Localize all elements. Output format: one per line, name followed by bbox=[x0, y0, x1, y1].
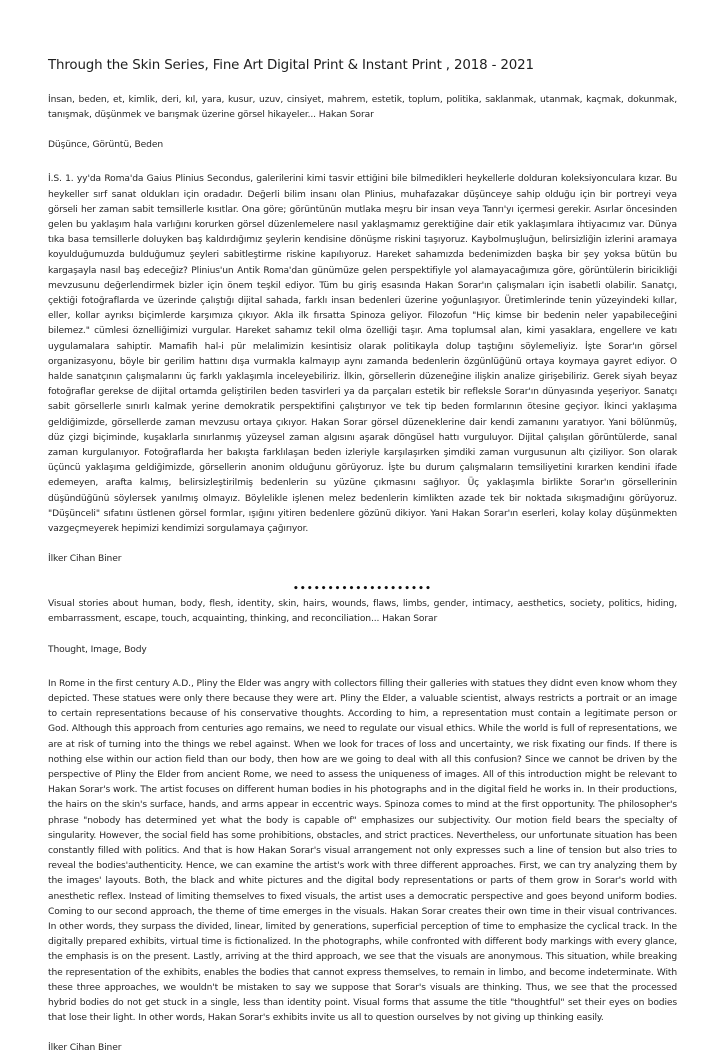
english-author: İlker Cihan Biner bbox=[48, 1043, 122, 1054]
turkish-section bbox=[48, 93, 677, 567]
page-title: Through the Skin Series, Fine Art Digital Print & Instant Print , 2018 - 2021 bbox=[48, 58, 534, 73]
english-subtitle: Thought, Image, Body bbox=[48, 644, 147, 655]
turkish-lead: İnsan, beden, et, kimlik, deri, kıl, yara, kusur, uzuv, cinsiyet, mahrem, estetik, toplum, politika, saklanmak, utanmak, kaçmak, dokunmak, tanışmak, düşünmek ve barışmak üzerine görsel hikayeler... Hakan Sorar bbox=[48, 95, 677, 121]
turkish-subtitle: Düşünce, Görüntü, Beden bbox=[48, 140, 164, 151]
english-body: In Rome in the first century A.D., Pliny the Elder was angry with collectors filling their galleries with statues they didnt even know whom they depicted. These statues were only there because they were art. Pliny the Elder, a valuable scientist, always restricts a portrait or an image to certain representations because of his conservative thoughts. According to him, a representation must contain a legitimate person or God. Although this approach from centuries ago remains, we need to regulate our visual ethics. While the world is full of representations, we are at risk of turning into the things we rebel against. When we look for traces of loss and uncertainty, we risk fixating our finds. If there is nothing else within our action field than our body, then how are we going to deal with all this confusion? Since we cannot be driven by the perspective of Pliny the Elder from ancient Rome, we need to assess the uniqueness of images. All of this introduction might be relevant to Hakan Sorar's work. The artist focuses on different human bodies in his photographs and in the digital field he works in. In their productions, the hairs on the skin's surface, hands, and arms appear in eccentric ways. Spinoza comes to mind at the first opportunity. The philosopher's phrase "nobody has determined yet what the body is capable of" emphasizes our subjectivity. Our motion field bears the specialty of singularity. However, the social field has some prohibitions, obstacles, and strict practices. Nevertheless, our unfortunate situation has been constantly filled with politics. And that is how Hakan Sorar's visual arrangement not only expresses such a line of tension but also tries to reveal the bodies'authenticity. Hence, we can examine the artist's work with three different approaches. First, we can try analyzing them by the images' layouts. Both, the black and white pictures and the digital body representations or parts of them grow in Sorar's world with anesthetic reflex. Instead of limiting themselves to fixed visuals, the artist uses a democratic perspective and goes beyond uniform bodies. Coming to our second approach, the theme of time emerges in the visuals. Hakan Sorar creates their own time in their visual contrivances. In other words, they surpass the divided, linear, limited by generations, superficial perception of time to emphasize the cyclical track. In the digitally prepared exhibits, virtual time is fictionalized. In the photographs, while confronted with different body markings with every glance, the emphasis is on the present. Lastly, arriving at the third approach, we see that the visuals are anonymous. This situation, while breaking the representation of the exhibits, enables the bodies that cannot express themselves, to remain in limbo, and become indeterminate. With these three approaches, we wouldn't be mistaken to say we suppose that Sorar's visuals are thinking. Thus, we see that the processed hybrid bodies do not get stuck in a single, less than identity point. Visual forms that assume the title "thoughtful" set their eyes on bodies that lose their light. In other words, Hakan Sorar's exhibits invite us all to question ourselves by not giving up thinking easily. bbox=[48, 678, 677, 1024]
section-separator: •••••••••••••••••••• bbox=[292, 584, 433, 595]
english-section bbox=[48, 597, 677, 1056]
turkish-body: İ.S. 1. yy'da Roma'da Gaius Plinius Secondus, galerilerini kimi tasvir ettiğini bile bilmedikleri heykellerle dolduran koleksiyonculara kızar. Bu heykeller sırf sanat oldukları için oradadır. Değerli bilim insanı olan Plinius, muhafazakar düşünceye sahip olduğu için bir portreyi veya görseli her zaman sabit temsillerle kısıtlar. Ona göre; görüntünün mutlaka meşru bir insan veya Tanrı'yı içermesi gerekir. Asırlar öncesinden gelen bu yaklaşım hala varlığını korurken görsel düzenlemelere nasıl yaklaşmamız gerektiğine dair etik yaklaşımlara ihtiyacımız var. Dünya tıka basa temsillerle doluyken baş kaldırdığımız şeylerin kendisine dönüşme riskini taşıyoruz. Kaybolmuşluğun, belirsizliğin izlerini aramaya koyulduğumuzda bulduğumuz şeyleri sabitleştirme riskine kapılıyoruz. Hareket sahamızda bedenimizden başka bir şey yoksa bütün bu kargaşayla nasıl baş edeceğiz? Plinius'un Antik Roma'dan günümüze gelen perspektifiyle yol alamayacağımıza göre, görüntülerin biricikliği mevzusunu değerlendirmek bizler için önem teşkil ediyor. Tüm bu giriş esasında Hakan Sorar'ın çalışmaları için isabetli olabilir. Sanatçı, çektiği fotoğraflarda ve üzerinde çalıştığı dijital sahada, farklı insan bedenleri üzerine yoğunlaşıyor. Üretimlerinde tenin yüzeyindeki kıllar, eller, kollar ayrıksı biçimlerde karşımıza çıkıyor. Akla ilk fırsatta Spinoza geliyor. Filozofun "Hiç kimse bir bedenin neler yapabileceğini bilemez." cümlesi öznelliğimizi vurgular. Hareket sahamız tekil olma özelliği taşır. Ama toplumsal alan, kimi yasaklara, engellere ve katı uygulamalara sahiptir. Mamafih hal-i pür melalimizin kesintisiz olarak politikayla dolup taştığını söylemeliyiz. İşte Sorar'ın görsel organizasyonu, böyle bir gerilim hattını dışa vurmakla kalmayıp aynı zamanda bedenlerin özgünlüğünü ortaya koymaya gayret ediyor. O halde sanatçının çalışmalarını üç farklı yaklaşımla inceleyebiliriz. İlkin, görsellerin düzeneğine ilişkin analize girişebiliriz. Gerek siyah beyaz fotoğraflar gerekse de dijital ortamda geliştirilen beden tasvirleri ya da parçaları estetik bir refleksle Sorar'ın dünyasında yeşeriyor. Sanatçı sabit görsellerle sınırlı kalmak yerine demokratik perspektifini çalıştırıyor ve tek tip beden formlarının ötesine geçiyor. İkinci yaklaşıma geldiğimizde, görsellerde zaman mevzusu ortaya çıkıyor. Hakan Sorar görsel düzeneklerine dair kendi zamanını yaratıyor. Yani bölünmüş, düz çizgi biçiminde, kuşaklarla sınırlanmış yüzeysel zaman algısını aşarak döngüsel hattı vurguluyor. Dijital çalışılan görüntülerde, sanal zaman kurgulanıyor. Fotoğraflarda her bakışta farklılaşan beden izleriyle karşılaşırken şimdiki zaman vurgusunun altı çiziliyor. Son olarak üçüncü yaklaşıma geldiğimizde, görsellerin anonim olduğunu görüyoruz. İşte bu durum çalışmaların temsiliyetini kırarken kendini ifade edemeyen, arafta kalmış, belirsizleştirilmiş bedenlerin su yüzüne çıkmasını sağlıyor. Üç yaklaşımla birlikte Sorar'ın görsellerinin düşündüğünü söylersek yanılmış olmayız. Böylelikle işlenen melez bedenlerin kimlikten azade tek bir noktada sıkışmadığını görüyoruz. "Düşünceli" sıfatını üstlenen görsel formlar, ışığını yitiren bedenlere gözünü dikiyor. Yani Hakan Sorar'ın eserleri, kolay kolay düşünmekten vazgeçmeyerek hepimizi kendimizi sorgulamaya çağırıyor. bbox=[48, 174, 677, 535]
english-lead: Visual stories about human, body, flesh, identity, skin, hairs, wounds, flaws, limbs, gender, intimacy, aesthetics, society, politics, hiding, embarrassment, escape, touch, acquainting, thinking, and reconciliation... Hakan Sorar bbox=[48, 599, 677, 625]
turkish-author: İlker Cihan Biner bbox=[48, 554, 122, 565]
